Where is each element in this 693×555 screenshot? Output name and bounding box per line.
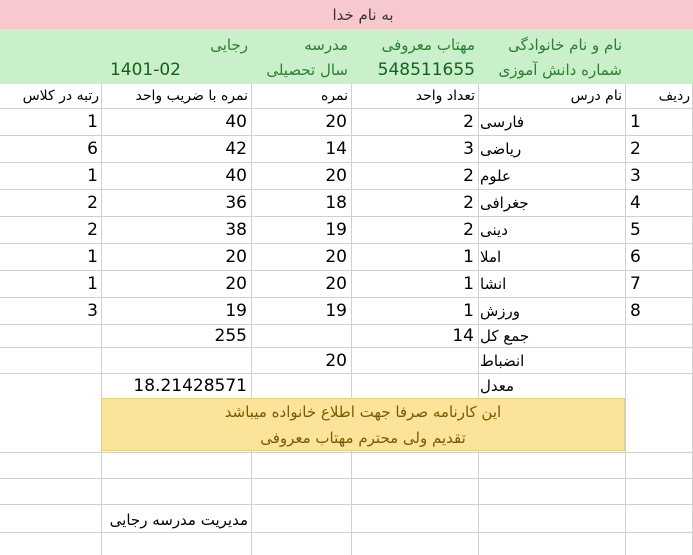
- row-rank: 1: [87, 112, 98, 132]
- student-number-value: 548511655: [377, 59, 475, 80]
- school-year-label: سال تحصیلی: [266, 60, 348, 79]
- row-index: 4: [630, 193, 641, 213]
- column-header-weighted: نمره با ضریب واحد: [135, 88, 248, 104]
- row-weighted: 20: [225, 247, 247, 267]
- gridline: [0, 532, 693, 533]
- row-grade: 18: [325, 193, 347, 213]
- row-index: 2: [630, 139, 641, 159]
- column-header-subject: نام درس: [570, 88, 622, 104]
- row-subject: دینی: [480, 221, 508, 239]
- row-weighted: 40: [225, 112, 247, 132]
- table-row: [0, 217, 693, 243]
- row-grade: 20: [325, 112, 347, 132]
- row-rank: 2: [87, 193, 98, 213]
- row-rank: 2: [87, 220, 98, 240]
- gridline: [0, 504, 693, 505]
- discipline-row: [0, 348, 693, 373]
- row-subject: فارسی: [480, 113, 525, 131]
- table-row: [0, 298, 693, 324]
- student-info-block: [0, 29, 693, 84]
- row-index: 8: [630, 301, 641, 321]
- row-units: 1: [463, 247, 474, 267]
- discipline-label: انضباط: [480, 351, 525, 370]
- row-units: 2: [463, 193, 474, 213]
- title-row: [0, 0, 693, 29]
- column-header-rank: رتبه در کلاس: [22, 88, 99, 104]
- row-rank: 1: [87, 247, 98, 267]
- row-subject: ورزش: [480, 302, 521, 320]
- row-weighted: 20: [225, 274, 247, 294]
- row-subject: جغرافی: [480, 194, 529, 212]
- row-index: 6: [630, 247, 641, 267]
- row-weighted: 38: [225, 220, 247, 240]
- page-title: به نام خدا: [332, 5, 394, 24]
- row-rank: 6: [87, 139, 98, 159]
- row-grade: 19: [325, 301, 347, 321]
- name-value: مهتاب معروفی: [381, 35, 475, 54]
- family-notice: [101, 398, 625, 451]
- total-units: 14: [452, 326, 474, 346]
- column-header-units: تعداد واحد: [415, 88, 475, 104]
- notice-line-1: این کارنامه صرفا جهت اطلاع خانواده میباشد: [224, 403, 502, 421]
- row-rank: 1: [87, 166, 98, 186]
- student-number-label: شماره دانش آموزی: [498, 60, 622, 79]
- table-row: [0, 136, 693, 162]
- row-rank: 1: [87, 274, 98, 294]
- row-rank: 3: [87, 301, 98, 321]
- row-subject: علوم: [480, 167, 511, 185]
- discipline-value: 20: [325, 350, 347, 371]
- gridline: [0, 478, 693, 479]
- notice-line-2: تقدیم ولی محترم مهتاب معروفی: [260, 429, 466, 447]
- average-value: 18.21428571: [133, 376, 247, 396]
- table-row: [0, 244, 693, 270]
- row-weighted: 40: [225, 166, 247, 186]
- row-units: 2: [463, 220, 474, 240]
- table-row: [0, 271, 693, 297]
- school-value: رجایی: [210, 35, 248, 54]
- signature-row: [0, 508, 693, 532]
- row-units: 1: [463, 301, 474, 321]
- school-management-signature: مدیریت مدرسه رجایی: [109, 511, 248, 529]
- total-row: [0, 325, 693, 347]
- row-units: 3: [463, 139, 474, 159]
- row-grade: 19: [325, 220, 347, 240]
- table-row: [0, 109, 693, 135]
- table-row: [0, 163, 693, 189]
- row-weighted: 42: [225, 139, 247, 159]
- school-year-value: 1401-02: [109, 59, 181, 80]
- row-index: 1: [630, 112, 641, 132]
- row-subject: ریاضی: [480, 140, 522, 158]
- column-header-grade: نمره: [320, 88, 348, 104]
- row-subject: املا: [480, 248, 502, 266]
- row-units: 2: [463, 112, 474, 132]
- row-units: 2: [463, 166, 474, 186]
- average-label: معدل: [480, 377, 515, 395]
- total-label: جمع کل: [480, 327, 530, 345]
- name-label: نام و نام خانوادگی: [508, 35, 622, 54]
- row-weighted: 36: [225, 193, 247, 213]
- row-grade: 20: [325, 166, 347, 186]
- total-weighted: 255: [214, 326, 247, 346]
- row-weighted: 19: [225, 301, 247, 321]
- gridline: [0, 452, 693, 453]
- row-subject: انشا: [480, 275, 507, 293]
- row-grade: 20: [325, 247, 347, 267]
- column-header-index: ردیف: [658, 88, 690, 104]
- row-units: 1: [463, 274, 474, 294]
- school-label: مدرسه: [304, 35, 348, 54]
- row-index: 3: [630, 166, 641, 186]
- average-row: [0, 374, 693, 398]
- row-index: 7: [630, 274, 641, 294]
- table-header-row: [0, 84, 693, 108]
- row-index: 5: [630, 220, 641, 240]
- table-row: [0, 190, 693, 216]
- row-grade: 20: [325, 274, 347, 294]
- row-grade: 14: [325, 139, 347, 159]
